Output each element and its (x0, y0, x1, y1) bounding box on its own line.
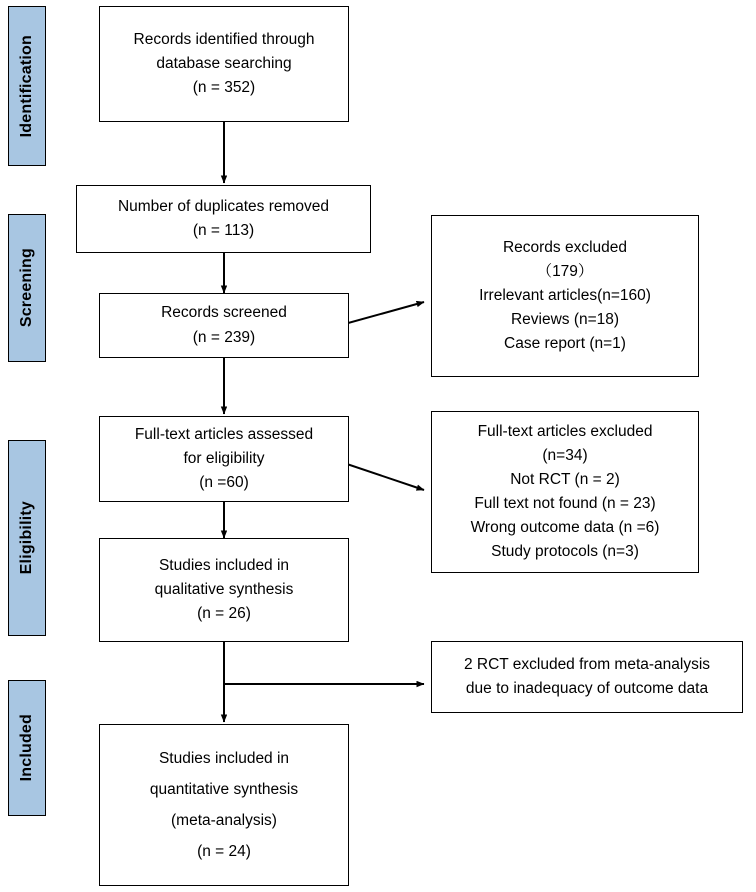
box-records-excluded (431, 215, 699, 377)
box-fulltext-excluded (431, 411, 699, 573)
box-fulltext-excluded-line-2: (n=34) (542, 446, 588, 464)
box-records-excluded-line-2: （179） (536, 262, 594, 280)
box-records-screened (99, 293, 349, 358)
stage-label-identification-text: Identification (18, 34, 35, 138)
stage-label-screening-text: Screening (18, 248, 35, 328)
box-qualitative-synthesis-line-3: (n = 26) (197, 605, 251, 622)
box-records-excluded-line-1: Records excluded (502, 238, 628, 256)
box-records-excluded-line-5: Case report (n=1) (504, 335, 626, 353)
box-qualitative-synthesis (99, 538, 349, 642)
box-records-screened-line-1: Records screened (161, 304, 287, 322)
box-records-excluded-line-3: Irrelevant articles(n=160) (479, 286, 651, 304)
box-fulltext-assessed-line-3: (n =60) (199, 474, 249, 491)
box-qualitative-synthesis-line-1: Studies included in (158, 556, 290, 574)
box-quantitative-synthesis-line-2: quantitative synthesis (149, 781, 299, 798)
box-fulltext-assessed (99, 416, 349, 502)
box-duplicates-removed-line-1: Number of duplicates removed (117, 197, 330, 215)
box-rct-excluded (431, 641, 743, 713)
box-records-identified-line-1: Records identified through (133, 30, 315, 48)
stage-label-included (8, 680, 46, 816)
box-fulltext-assessed-line-1: Full-text articles assessed (134, 425, 314, 443)
box-fulltext-assessed-line-2: for eligibility (183, 449, 265, 467)
box-fulltext-excluded-line-6: Study protocols (n=3) (491, 543, 639, 561)
box-quantitative-synthesis-line-1: Studies included in (158, 750, 290, 767)
box-quantitative-synthesis (99, 724, 349, 886)
box-qualitative-synthesis-line-2: qualitative synthesis (154, 580, 294, 598)
box-records-screened-line-2: (n = 239) (192, 328, 256, 346)
box-quantitative-synthesis-line-3: (meta-analysis) (171, 812, 277, 829)
stage-label-screening (8, 214, 46, 362)
box-rct-excluded-line-1: 2 RCT excluded from meta-analysis (463, 655, 711, 673)
box-fulltext-excluded-line-3: Not RCT (n = 2) (510, 470, 620, 488)
box-duplicates-removed-line-2: (n = 113) (192, 222, 255, 239)
box-records-identified (99, 6, 349, 122)
box-records-identified-line-2: database searching (156, 54, 292, 72)
stage-label-included-text: Included (18, 714, 35, 782)
stage-label-eligibility (8, 440, 46, 636)
stage-label-eligibility-text: Eligibility (18, 501, 35, 575)
box-quantitative-synthesis-line-4: (n = 24) (197, 843, 251, 860)
stage-label-identification (8, 6, 46, 166)
box-records-identified-line-3: (n = 352) (192, 79, 256, 96)
box-duplicates-removed (76, 185, 371, 253)
box-fulltext-excluded-line-5: Wrong outcome data (n =6) (470, 519, 660, 537)
box-records-excluded-line-4: Reviews (n=18) (510, 311, 620, 328)
box-fulltext-excluded-line-4: Full text not found (n = 23) (474, 495, 656, 512)
box-fulltext-excluded-line-1: Full-text articles excluded (477, 422, 653, 440)
box-rct-excluded-line-2: due to inadequacy of outcome data (465, 680, 709, 697)
